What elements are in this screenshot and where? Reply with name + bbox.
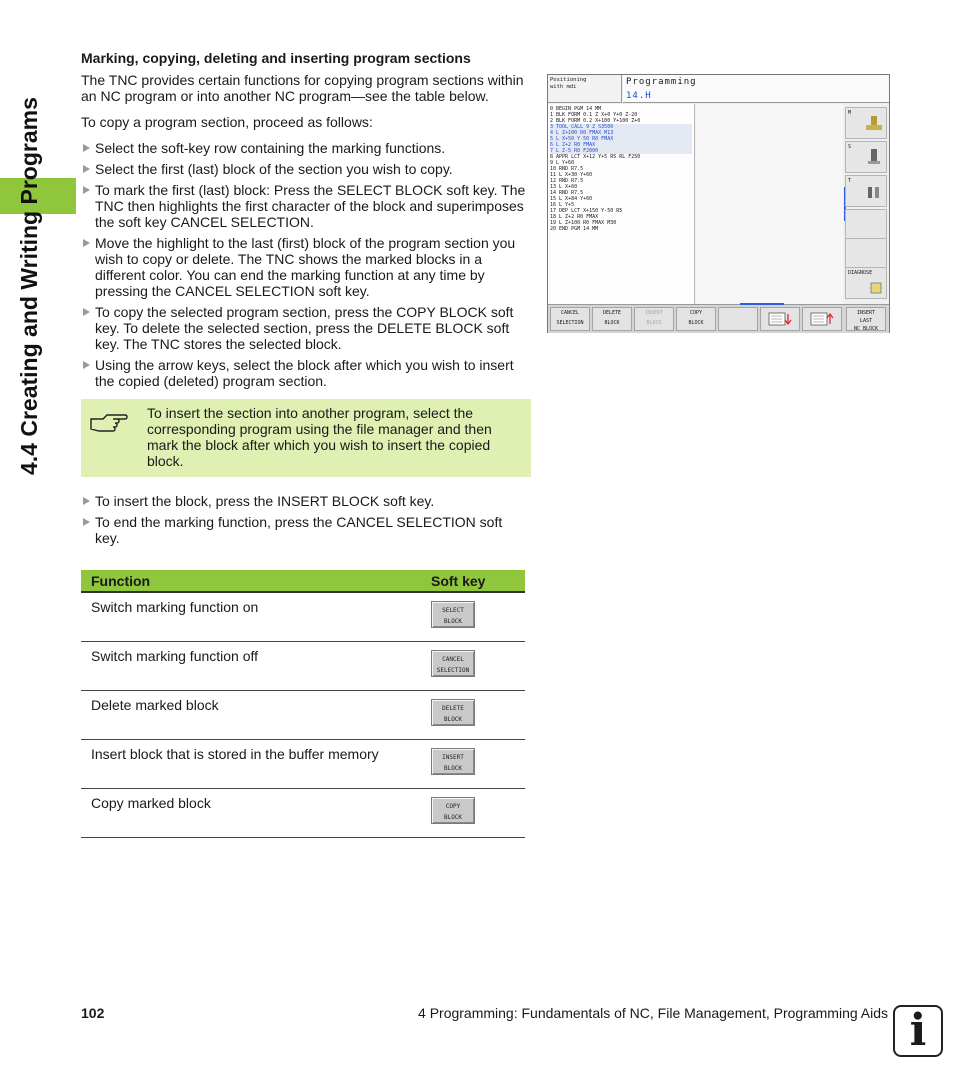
program-line: 0 BEGIN PGM 14 MM [550,106,602,112]
cancel-selection-softkey: CANCEL SELECTION [431,650,475,677]
copy-block-softkey: COPY BLOCK [431,797,475,824]
diagnose-softkey: DIAGNOSE [845,267,887,299]
program-line-marked: 5 L X+50 Y-50 R0 FMAX [550,136,692,142]
page-up-icon [809,311,835,327]
program-line-marked: 3 TOOL CALL 9 Z S3500 [550,124,692,130]
tool-t-softkey: T [845,175,887,207]
select-block-softkey: SELECT BLOCK [431,601,475,628]
table-row [81,691,525,740]
table-row [81,740,525,789]
tnc-screen-screenshot [547,74,890,333]
step-item: To mark the first (last) block: Press the SELECT BLOCK soft key. The TNC then highlights the first character of the block and superimposes the soft key CANCEL SELECTION. [81,182,526,230]
program-line: 8 APPR LCT X+12 Y+5 R5 RL F250 [550,154,641,160]
proceed-paragraph: To copy a program section, proceed as follows: [81,114,373,130]
function-cell: Insert block that is stored in the buffer memory [81,740,421,789]
step-item: Using the arrow keys, select the block after which you wish to insert the copied (deleted) program section. [81,357,526,389]
step-item: To insert the block, press the INSERT BLOCK soft key. [81,493,526,509]
program-line: 16 L Y+5 [550,202,575,208]
side-softkey-empty [845,238,887,270]
empty-softkey [718,307,758,331]
program-listing [548,104,695,304]
screen-header [623,75,889,103]
program-line: 20 END PGM 14 MM [550,226,599,232]
program-line: 9 L Y+60 [550,160,575,166]
softkey-cell [421,642,525,691]
program-line: 11 L X+30 Y+60 [550,172,593,178]
page-number: 102 [81,1005,105,1021]
info-icon: i [893,1005,943,1057]
program-line-marked: 7 L Z-5 R0 F2000 [550,148,692,154]
cancel-selection-softkey: CANCEL SELECTION [550,307,590,331]
section-heading: Marking, copying, deleting and inserting program sections [81,50,471,66]
page-down-icon [767,311,793,327]
screen-title: Programming [626,77,697,87]
chapter-side-title: 4.4 Creating and Writing Programs [16,97,42,475]
delete-block-softkey: DELETE BLOCK [431,699,475,726]
table-row [81,642,525,691]
step-list-2 [81,493,526,546]
program-line-marked: 6 L Z+2 R0 FMAX [550,142,692,148]
softkey-cell [421,789,525,838]
copy-block-softkey: COPY BLOCK [676,307,716,331]
function-cell: Delete marked block [81,691,421,740]
softkey-row [548,304,889,333]
page-down-softkey [760,307,800,331]
program-line: 10 RND R7.5 [550,166,584,172]
active-softkey-indicator [740,303,784,305]
machine-spindle-icon [863,114,883,132]
softkey-cell [421,592,525,642]
program-line-marked: 4 L Z+100 R0 FMAX M13 [550,130,692,136]
page-up-softkey [802,307,842,331]
main-column [81,50,526,838]
step-item: Select the first (last) block of the section you wish to copy. [81,161,526,177]
step-item: To end the marking function, press the CANCEL SELECTION soft key. [81,514,526,546]
note-box [81,399,531,477]
program-line: 12 RND R7.5 [550,178,584,184]
program-line: 14 RND R7.5 [550,190,584,196]
side-softkey-empty [845,209,887,241]
function-cell: Switch marking function on [81,592,421,642]
diagnose-icon [869,281,883,295]
table-header-row [81,570,525,592]
table-row [81,592,525,642]
program-line: 13 L X+60 [550,184,578,190]
step-list [81,140,526,389]
graphics-window [696,104,843,304]
insert-block-softkey: INSERT BLOCK [431,748,475,775]
pointing-hand-icon [89,407,129,435]
tool-change-icon [863,182,883,200]
program-line: 18 L Z+2 R0 FMAX [550,214,599,220]
note-text: To insert the section into another program, select the corresponding program using the file manager and then mark the block after which you wish to insert the copied block. [147,405,492,469]
insert-last-nc-block-softkey: INSERT LAST NC BLOCK [846,307,886,331]
program-line: 15 L X+84 Y+60 [550,196,593,202]
program-line: 17 DEP LCT X+150 Y-50 R5 [550,208,623,214]
function-column-header: Function [81,570,421,592]
softkey-column-header: Soft key [421,570,525,592]
operating-mode-label: Positioning with mdi [548,75,622,103]
function-cell: Copy marked block [81,789,421,838]
step-item: Select the soft-key row containing the marking functions. [81,140,526,156]
insert-block-softkey-disabled: INSERT BLOCK [634,307,674,331]
softkey-cell [421,691,525,740]
program-line: 19 L Z+100 R0 FMAX M30 [550,220,617,226]
function-table [81,570,525,838]
spindle-tool-icon [863,148,883,166]
step-item: Move the highlight to the last (first) block of the program section you wish to copy or delete. The TNC shows the marked blocks in a different color. You can end the marking function at any time by pressing the CANCEL SELECTION soft key. [81,235,526,299]
function-cell: Switch marking function off [81,642,421,691]
step-item: To copy the selected program section, press the COPY BLOCK soft key. To delete the selected section, press the DELETE BLOCK soft key. The TNC stores the selected block. [81,304,526,352]
table-row [81,789,525,838]
program-line: 1 BLK FORM 0.1 Z X+0 Y+0 Z-20 [550,112,638,118]
program-line: 2 BLK FORM 0.2 X+100 Y+100 Z+0 [550,118,641,124]
spindle-s-softkey: S [845,141,887,173]
delete-block-softkey: DELETE BLOCK [592,307,632,331]
chapter-footer: 4 Programming: Fundamentals of NC, File Management, Programming Aids [418,1005,888,1021]
spindle-m-softkey: M [845,107,887,139]
program-filename: 14.H [626,91,652,101]
intro-paragraph: The TNC provides certain functions for copying program sections within an NC program or into another NC program—see the table below. [81,72,524,104]
softkey-cell [421,740,525,789]
